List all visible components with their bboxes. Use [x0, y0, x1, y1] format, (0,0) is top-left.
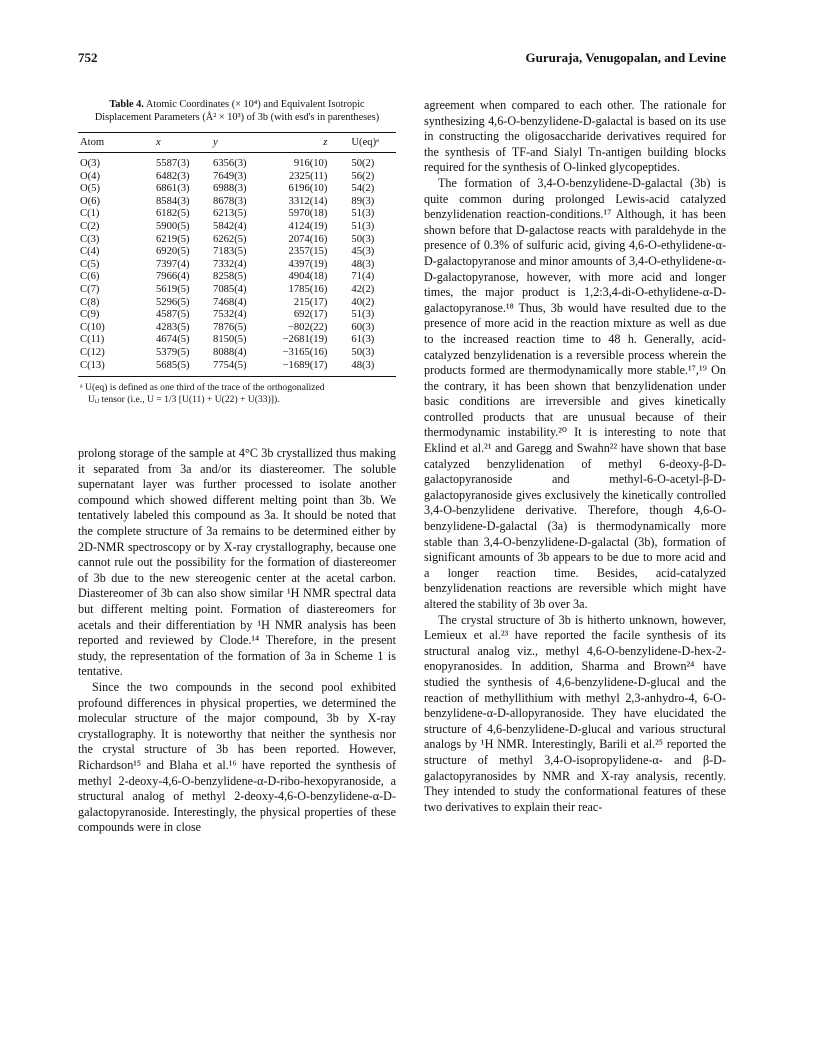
- table-row: [78, 322, 396, 335]
- table-cell: −1689(17): [260, 360, 337, 377]
- column-header: x: [132, 133, 213, 153]
- table-row: [78, 347, 396, 360]
- table-cell: 2074(16): [288, 233, 328, 245]
- table-row: [78, 196, 396, 209]
- table-cell: 48(3): [351, 258, 375, 270]
- table-cell: 7876(5): [213, 321, 247, 333]
- table-cell: 5900(5): [156, 220, 190, 232]
- table-cell: 6482(3): [156, 170, 190, 182]
- table-cell: O(6): [80, 195, 101, 207]
- table-cell: 7468(4): [213, 296, 247, 308]
- table-row: [78, 259, 396, 272]
- table-header-row: [78, 133, 396, 153]
- table-row: [78, 221, 396, 234]
- table-row: [78, 334, 396, 347]
- table-row: [78, 171, 396, 184]
- table-row: [78, 271, 396, 284]
- table-cell: 7532(4): [213, 309, 247, 321]
- table-cell: −802(22): [287, 321, 328, 333]
- table-label: Table 4.: [109, 99, 144, 110]
- body-paragraph: agreement when compared to each other. The rationale for synthesizing 4,6-O-benzylidene-D-galactal is based on its use in constructing the oligosaccharide derivatives required for the synthesis of TF-and Sialyl Tn-antigen building blocks required for the synthesis of O-linked glycopeptides.: [424, 98, 726, 175]
- table-cell: 7754(5): [213, 360, 260, 377]
- table-cell: 7397(4): [156, 258, 190, 270]
- table-cell: O(5): [80, 183, 101, 195]
- table-cell: 215(17): [293, 296, 328, 308]
- table-cell: 7649(3): [213, 170, 247, 182]
- body-paragraph: Since the two compounds in the second pool exhibited profound differences in physical properties, we determined the molecular structure of the major compound, 3b by X-ray crystallography. It is noteworthy that neither the synthesis nor the crystal structure of 3b has been reported. However, Richardson¹⁵ and Blaha et al.¹⁶ have reported the synthesis of methyl 2-deoxy-4,6-O-benzylidene-α-D-ribo-hexopyranoside, a structural analog of methyl 2-deoxy-4,6-O-benzylidene-α-D-galactopyranoside. Interestingly, the physical properties of these compounds were in close: [78, 680, 396, 835]
- table-row: [78, 284, 396, 297]
- body-paragraph: prolong storage of the sample at 4°C 3b crystallized thus making it separated from 3a and/or its diastereomer. The soluble supernatant layer was further processed to isolate another compound which showed different melting point than 3b. We tentatively labeled this compound as 3a. It should be noted that the complete structure of 3a remains to be determined either by 2D-NMR spectroscopy or by X-ray crystallography, because one cannot rule out the possibility for the formation of diastereomer of 3b due to the new stereogenic center at the acetal carbon. Diastereomer of 3b can also show similar ¹H NMR spectral data but different melting point. Formation of diastereomers for acetals and their differentiation by ¹H NMR analysis has been reported and reviewed by Clode.¹⁴ Therefore, in the present study, the representation of the formation of 3a in Scheme 1 is tentative.: [78, 446, 396, 679]
- table-cell: 89(3): [351, 195, 375, 207]
- coordinates-table: [78, 132, 396, 377]
- table-cell: 692(17): [293, 309, 328, 321]
- table-cell: 7332(4): [213, 258, 247, 270]
- table-cell: 4674(5): [156, 334, 190, 346]
- table-cell: 3312(14): [288, 195, 328, 207]
- table-cell: C(12): [80, 346, 105, 358]
- left-column: [78, 98, 396, 836]
- page-header: [78, 50, 726, 70]
- table-cell: 6356(3): [213, 158, 247, 169]
- table-cell: C(9): [80, 309, 100, 321]
- table-row: [78, 297, 396, 310]
- table-cell: C(6): [80, 271, 100, 283]
- column-header: y: [213, 133, 260, 153]
- table-cell: C(2): [80, 220, 100, 232]
- table-cell: C(1): [80, 208, 100, 220]
- table-cell: 7085(4): [213, 283, 247, 295]
- table-row: [78, 183, 396, 196]
- table-cell: −3165(16): [282, 346, 328, 358]
- table-cell: 4397(19): [288, 258, 328, 270]
- table-cell: C(13): [78, 360, 132, 377]
- body-paragraph: The formation of 3,4-O-benzylidene-D-galactal (3b) is quite common during prolonged Lewis-acid catalyzed benzylidenation reaction-conditions.¹⁷ Although, it has been shown before that D-galactose reacts with paraldehyde in the presence of 0.3% of sulfuric acid, giving 4,6-O-ethylidene-α-D-galactopyranose and minor amounts of 3,4-O-ethylidene-α-D-galactopyranose, however, with more acid and longer times, the major product is 1,2:3,4-di-O-ethylidene-α-D-galactopyranose.¹⁸ Thus, 3b would have resulted due to the presence of more acid in the reaction mixture as well as due to the increased reaction time to 48 h. Generally, acid-catalyzed benzylidenation is a reversible process wherein the products formed are thermodynamically more stable.¹⁷,¹⁹ On the contrary, it has been shown that benzylidenation under basic conditions are irreversible and gives kinetically controlled products that are unusual because of their thermodynamic instability.²⁰ It is interesting to note that Eklind et al.²¹ and Garegg and Swahn²² have shown that base catalyzed benzylidenation of methyl 6-deoxy-β-D-galactopyranoside and methyl-6-O-acetyl-β-D-galactopyranoside gives exclusively the kinetically controlled 3,4-O-benzylidene derivative. Therefore, though 4,6-O-benzylidene-D-galactal (3a) is thermodynamically more stable than 3,4-O-benzylidene-D-galactal (3b), formation of significant amounts of 3b appears to be due to more acid and a longer reaction time. Besides, acid-catalyzed benzylidenation reactions are reversible which might have altered the stability of 3b over 3a.: [424, 175, 726, 611]
- table-row: [78, 234, 396, 247]
- table-cell: 51(3): [351, 309, 375, 321]
- table-cell: 7183(5): [213, 246, 247, 258]
- table-cell: 7966(4): [156, 271, 190, 283]
- running-head-authors: Gururaja, Venugopalan, and Levine: [525, 50, 726, 65]
- table-cell: 6219(5): [156, 233, 190, 245]
- table-cell: 5619(5): [156, 283, 190, 295]
- table-cell: 6182(5): [156, 208, 190, 220]
- table-cell: 50(2): [351, 158, 375, 169]
- table-cell: 5842(4): [213, 220, 247, 232]
- table-cell: 1785(16): [288, 283, 328, 295]
- table-cell: 8678(3): [213, 195, 247, 207]
- left-body-text: [78, 446, 396, 836]
- page-number: 752: [78, 50, 98, 65]
- table-cell: 2325(11): [288, 170, 328, 182]
- column-header: U(eq)ᵃ: [337, 133, 396, 153]
- table-cell: 5970(18): [288, 208, 328, 220]
- table-cell: 4124(19): [288, 220, 328, 232]
- table-cell: 45(3): [351, 246, 375, 258]
- body-paragraph: The crystal structure of 3b is hitherto unknown, however, Lemieux et al.²³ have reported the facile synthesis of its structural analog viz., methyl 4,6-O-benzylidene-D-hex-2-enopyranosides. In addition, Sharma and Brown²⁴ have studied the synthesis of 4,6-benzylidene-D-glucal and the reaction of methyllithium with methyl 2,3-anhydro-4, 6-O-benzylidene-α-D-allopyranoside. They have elucidated the structure of 4,6-benzylidene-D-glucal and various structural analogs by ¹H NMR. Interestingly, Barili et al.²⁵ reported the structure of methyl 3,4-O-isopropylidene-α- and β-D-galactopyranosides by NMR and X-ray analysis, recently. They intended to study the conformational features of these two derivatives to explain their reac-: [424, 612, 726, 814]
- table-cell: 2357(15): [288, 246, 328, 258]
- table-row: [78, 153, 396, 171]
- table-cell: 51(3): [351, 208, 375, 220]
- table-cell: 8088(4): [213, 346, 247, 358]
- table-cell: 5296(5): [156, 296, 190, 308]
- footnote-line: ᵃ U(eq) is defined as one third of the trace of the orthogonalized: [80, 382, 325, 394]
- table-cell: 6861(3): [156, 183, 190, 195]
- table-cell: 6920(5): [156, 246, 190, 258]
- table-cell: C(5): [80, 258, 100, 270]
- table-cell: 61(3): [351, 334, 375, 346]
- table-cell: C(4): [80, 246, 100, 258]
- table-cell: 40(2): [351, 296, 375, 308]
- table-cell: 6196(10): [288, 183, 328, 195]
- table-cell: 6988(3): [213, 183, 247, 195]
- table-cell: 916(10): [293, 158, 328, 169]
- table-cell: 8258(5): [213, 271, 247, 283]
- footnote-line: Uᵢⱼ tensor (i.e., U = 1/3 [U(11) + U(22) + U(33)]).: [88, 394, 280, 406]
- table-row: [78, 208, 396, 221]
- table-cell: C(3): [80, 233, 100, 245]
- table-cell: 8150(5): [213, 334, 247, 346]
- table-cell: 71(4): [351, 271, 375, 283]
- table-cell: C(8): [80, 296, 100, 308]
- table-row: [78, 360, 396, 377]
- right-column: [424, 98, 726, 815]
- table-cell: 4283(5): [156, 321, 190, 333]
- table-footnote: [78, 382, 396, 406]
- table-cell: −2681(19): [282, 334, 328, 346]
- table-cell: 51(3): [351, 220, 375, 232]
- table-cell: 5587(3): [156, 158, 190, 169]
- table-cell: 6213(5): [213, 208, 247, 220]
- table-cell: 6262(5): [213, 233, 247, 245]
- table-cell: 42(2): [351, 283, 375, 295]
- table-cell: 4587(5): [156, 309, 190, 321]
- table-row: [78, 309, 396, 322]
- table-cell: 54(2): [351, 183, 375, 195]
- table-cell: 48(3): [337, 360, 396, 377]
- table-cell: 50(3): [351, 233, 375, 245]
- table-cell: 56(2): [351, 170, 375, 182]
- table-cell: C(11): [80, 334, 105, 346]
- table-caption-text: Atomic Coordinates (× 10⁴) and Equivalent Isotropic Displacement Parameters (Å² × 10³) of 3b (with esd's in parentheses): [94, 99, 380, 123]
- table-cell: C(7): [80, 283, 100, 295]
- table-cell: 8584(3): [156, 195, 190, 207]
- table-cell: 60(3): [351, 321, 375, 333]
- table-cell: 4904(18): [288, 271, 328, 283]
- table-cell: 5685(5): [132, 360, 213, 377]
- table-caption: [84, 98, 390, 124]
- table-cell: O(3): [80, 158, 101, 169]
- table-cell: O(4): [80, 170, 101, 182]
- table-cell: 5379(5): [156, 346, 190, 358]
- table-cell: 50(3): [351, 346, 375, 358]
- table-row: [78, 246, 396, 259]
- column-header: z: [260, 133, 337, 153]
- table-cell: C(10): [80, 321, 105, 333]
- column-header: Atom: [78, 133, 132, 153]
